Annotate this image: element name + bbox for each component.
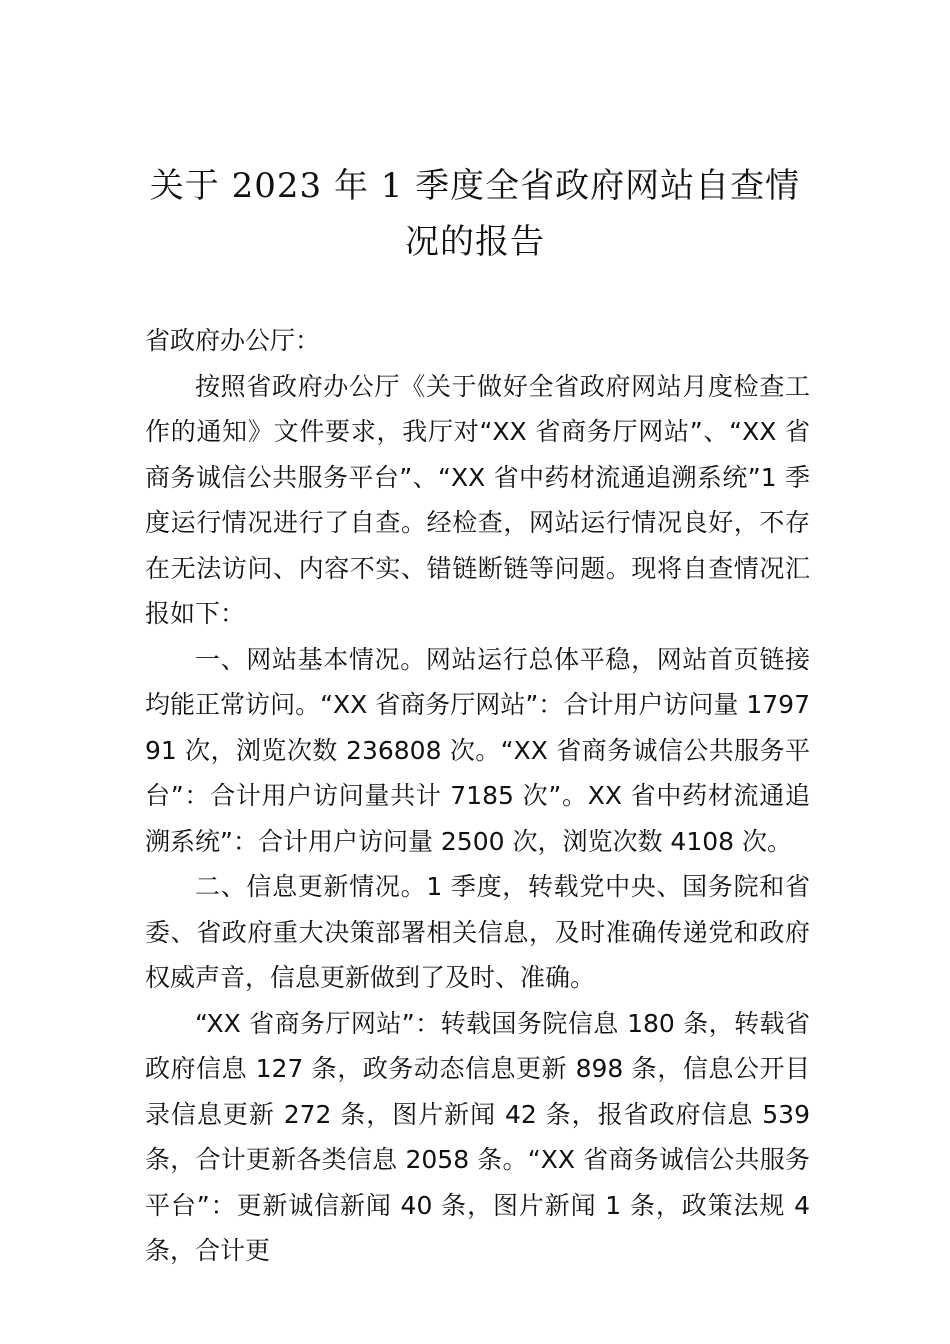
- document-title: [140, 158, 810, 270]
- paragraph-website-stats: “XX 省商务厅网站”：转载国务院信息 180 条，转载省政府信息 127 条，政务动态信息更新 898 条，信息公开目录信息更新 272 条，图片新闻 42 条，报省政府信息 539 条，合计更新各类信息 2058 条。“XX 省商务诚信公共服务平台”：更新诚信新闻 40 条，图片新闻 1 条，政策法规 4 条，合计更: [145, 1008, 810, 1265]
- document-body: [145, 318, 810, 1274]
- paragraph-section-2: 二、信息更新情况。1 季度，转载党中央、国务院和省委、省政府重大决策部署相关信息，及时准确传递党和政府权威声音，信息更新做到了及时、准确。: [145, 872, 810, 992]
- title-line-2: 况的报告: [405, 222, 545, 262]
- salutation: 省政府办公厅：: [145, 326, 321, 355]
- paragraph-intro: 按照省政府办公厅《关于做好全省政府网站月度检查工作的通知》文件要求，我厅对“XX 省商务厅网站”、“XX 省商务诚信公共服务平台”、“XX 省中药材流通追溯系统”1 季度运行情况进行了自查。经检查，网站运行情况良好，不存在无法访问、内容不实、错链断链等问题。现将自查情况汇报如下：: [145, 371, 810, 628]
- paragraph-section-1: 一、网站基本情况。网站运行总体平稳，网站首页链接均能正常访问。“XX 省商务厅网站”：合计用户访问量 179791 次，浏览次数 236808 次。“XX 省商务诚信公共服务平台”：合计用户访问量共计 7185 次”。XX 省中药材流通追溯系统”：合计用户访问量 2500 次，浏览次数 4108 次。: [145, 644, 810, 856]
- title-line-1: 关于 2023 年 1 季度全省政府网站自查情: [149, 166, 801, 206]
